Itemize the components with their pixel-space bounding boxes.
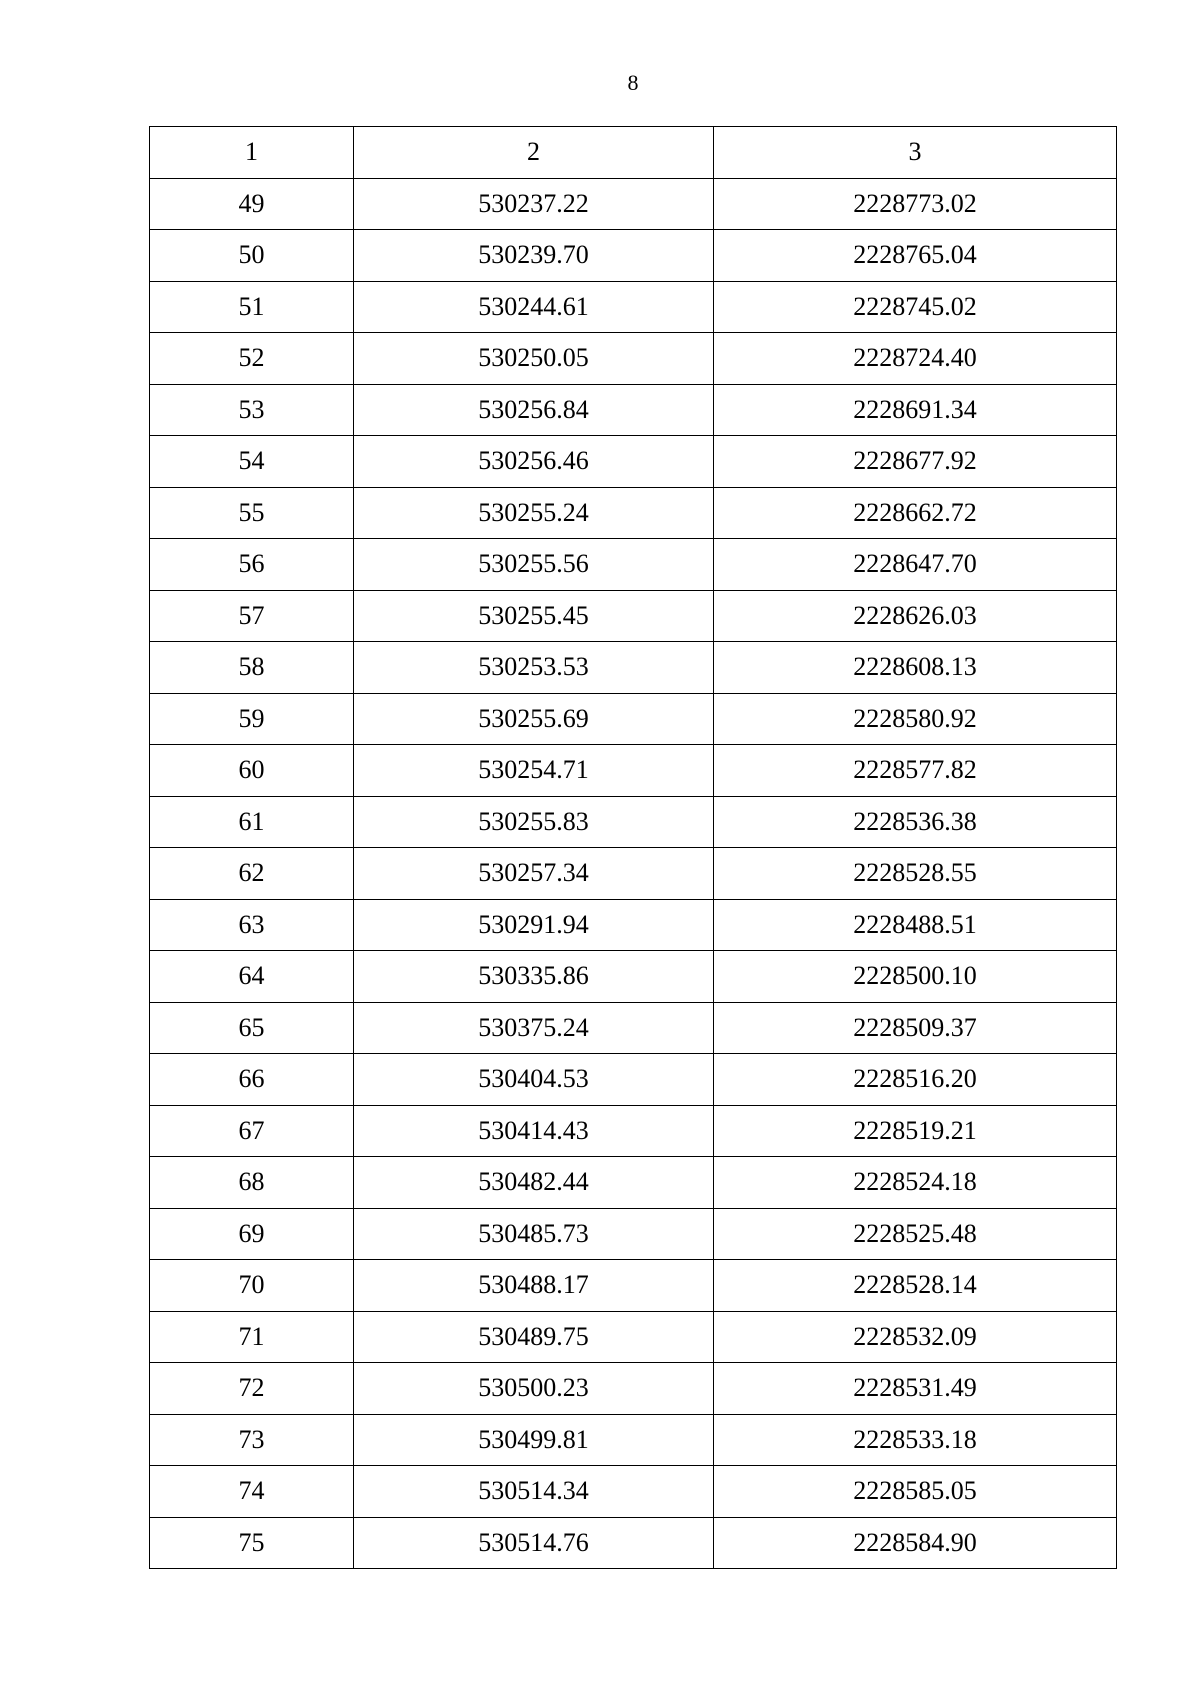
table-row [150, 796, 1117, 848]
point-number-cell: 51 [150, 281, 354, 333]
table-row [150, 642, 1117, 694]
table-row [150, 487, 1117, 539]
x-coordinate-cell: 530237.22 [354, 178, 714, 230]
y-coordinate-cell: 2228509.37 [714, 1002, 1117, 1054]
header-row [150, 127, 1117, 179]
y-coordinate-cell: 2228536.38 [714, 796, 1117, 848]
table-row [150, 1517, 1117, 1569]
point-number-cell: 49 [150, 178, 354, 230]
point-number-cell: 74 [150, 1466, 354, 1518]
y-coordinate-cell: 2228765.04 [714, 230, 1117, 282]
table-row [150, 590, 1117, 642]
y-coordinate-cell: 2228691.34 [714, 384, 1117, 436]
point-number-cell: 56 [150, 539, 354, 591]
x-coordinate-cell: 530239.70 [354, 230, 714, 282]
point-number-cell: 50 [150, 230, 354, 282]
x-coordinate-cell: 530255.45 [354, 590, 714, 642]
table-row [150, 436, 1117, 488]
x-coordinate-cell: 530255.83 [354, 796, 714, 848]
page-number: 8 [627, 70, 639, 95]
x-coordinate-cell: 530482.44 [354, 1157, 714, 1209]
x-coordinate-cell: 530256.46 [354, 436, 714, 488]
table-row [150, 230, 1117, 282]
table-row [150, 281, 1117, 333]
y-coordinate-cell: 2228626.03 [714, 590, 1117, 642]
table-row [150, 1260, 1117, 1312]
x-coordinate-cell: 530254.71 [354, 745, 714, 797]
y-coordinate-cell: 2228724.40 [714, 333, 1117, 385]
point-number-cell: 57 [150, 590, 354, 642]
table-row [150, 899, 1117, 951]
table-row [150, 1466, 1117, 1518]
y-coordinate-cell: 2228531.49 [714, 1363, 1117, 1415]
x-coordinate-cell: 530489.75 [354, 1311, 714, 1363]
column-header-3: 3 [714, 127, 1117, 179]
x-coordinate-cell: 530514.34 [354, 1466, 714, 1518]
x-coordinate-cell: 530255.56 [354, 539, 714, 591]
y-coordinate-cell: 2228585.05 [714, 1466, 1117, 1518]
x-coordinate-cell: 530244.61 [354, 281, 714, 333]
table-row [150, 1105, 1117, 1157]
table-row [150, 1311, 1117, 1363]
x-coordinate-cell: 530291.94 [354, 899, 714, 951]
point-number-cell: 62 [150, 848, 354, 900]
point-number-cell: 58 [150, 642, 354, 694]
point-number-cell: 69 [150, 1208, 354, 1260]
y-coordinate-cell: 2228584.90 [714, 1517, 1117, 1569]
x-coordinate-cell: 530253.53 [354, 642, 714, 694]
y-coordinate-cell: 2228577.82 [714, 745, 1117, 797]
point-number-cell: 59 [150, 693, 354, 745]
x-coordinate-cell: 530500.23 [354, 1363, 714, 1415]
point-number-cell: 54 [150, 436, 354, 488]
x-coordinate-cell: 530257.34 [354, 848, 714, 900]
point-number-cell: 61 [150, 796, 354, 848]
point-number-cell: 66 [150, 1054, 354, 1106]
y-coordinate-cell: 2228773.02 [714, 178, 1117, 230]
x-coordinate-cell: 530499.81 [354, 1414, 714, 1466]
table-row [150, 539, 1117, 591]
x-coordinate-cell: 530256.84 [354, 384, 714, 436]
x-coordinate-cell: 530404.53 [354, 1054, 714, 1106]
table-row [150, 1157, 1117, 1209]
y-coordinate-cell: 2228525.48 [714, 1208, 1117, 1260]
y-coordinate-cell: 2228745.02 [714, 281, 1117, 333]
table-row [150, 384, 1117, 436]
table-row [150, 1363, 1117, 1415]
table-header [150, 127, 1117, 179]
table-row [150, 1002, 1117, 1054]
y-coordinate-cell: 2228488.51 [714, 899, 1117, 951]
y-coordinate-cell: 2228519.21 [714, 1105, 1117, 1157]
y-coordinate-cell: 2228533.18 [714, 1414, 1117, 1466]
point-number-cell: 72 [150, 1363, 354, 1415]
point-number-cell: 68 [150, 1157, 354, 1209]
x-coordinate-cell: 530255.69 [354, 693, 714, 745]
table-row [150, 1208, 1117, 1260]
y-coordinate-cell: 2228580.92 [714, 693, 1117, 745]
point-number-cell: 55 [150, 487, 354, 539]
y-coordinate-cell: 2228662.72 [714, 487, 1117, 539]
y-coordinate-cell: 2228528.14 [714, 1260, 1117, 1312]
x-coordinate-cell: 530375.24 [354, 1002, 714, 1054]
table-row [150, 1054, 1117, 1106]
table-row [150, 1414, 1117, 1466]
column-header-2: 2 [354, 127, 714, 179]
x-coordinate-cell: 530485.73 [354, 1208, 714, 1260]
point-number-cell: 65 [150, 1002, 354, 1054]
y-coordinate-cell: 2228524.18 [714, 1157, 1117, 1209]
point-number-cell: 70 [150, 1260, 354, 1312]
point-number-cell: 71 [150, 1311, 354, 1363]
table-row [150, 745, 1117, 797]
y-coordinate-cell: 2228608.13 [714, 642, 1117, 694]
point-number-cell: 60 [150, 745, 354, 797]
point-number-cell: 52 [150, 333, 354, 385]
point-number-cell: 64 [150, 951, 354, 1003]
point-number-cell: 63 [150, 899, 354, 951]
point-number-cell: 75 [150, 1517, 354, 1569]
x-coordinate-cell: 530250.05 [354, 333, 714, 385]
x-coordinate-cell: 530335.86 [354, 951, 714, 1003]
table-row [150, 693, 1117, 745]
table-row [150, 848, 1117, 900]
point-number-cell: 73 [150, 1414, 354, 1466]
y-coordinate-cell: 2228516.20 [714, 1054, 1117, 1106]
table-body [150, 178, 1117, 1569]
x-coordinate-cell: 530255.24 [354, 487, 714, 539]
y-coordinate-cell: 2228677.92 [714, 436, 1117, 488]
y-coordinate-cell: 2228528.55 [714, 848, 1117, 900]
coordinates-table [149, 126, 1117, 1569]
table-row [150, 178, 1117, 230]
y-coordinate-cell: 2228532.09 [714, 1311, 1117, 1363]
point-number-cell: 53 [150, 384, 354, 436]
y-coordinate-cell: 2228500.10 [714, 951, 1117, 1003]
point-number-cell: 67 [150, 1105, 354, 1157]
x-coordinate-cell: 530488.17 [354, 1260, 714, 1312]
x-coordinate-cell: 530414.43 [354, 1105, 714, 1157]
y-coordinate-cell: 2228647.70 [714, 539, 1117, 591]
table-row [150, 951, 1117, 1003]
column-header-1: 1 [150, 127, 354, 179]
x-coordinate-cell: 530514.76 [354, 1517, 714, 1569]
table-row [150, 333, 1117, 385]
